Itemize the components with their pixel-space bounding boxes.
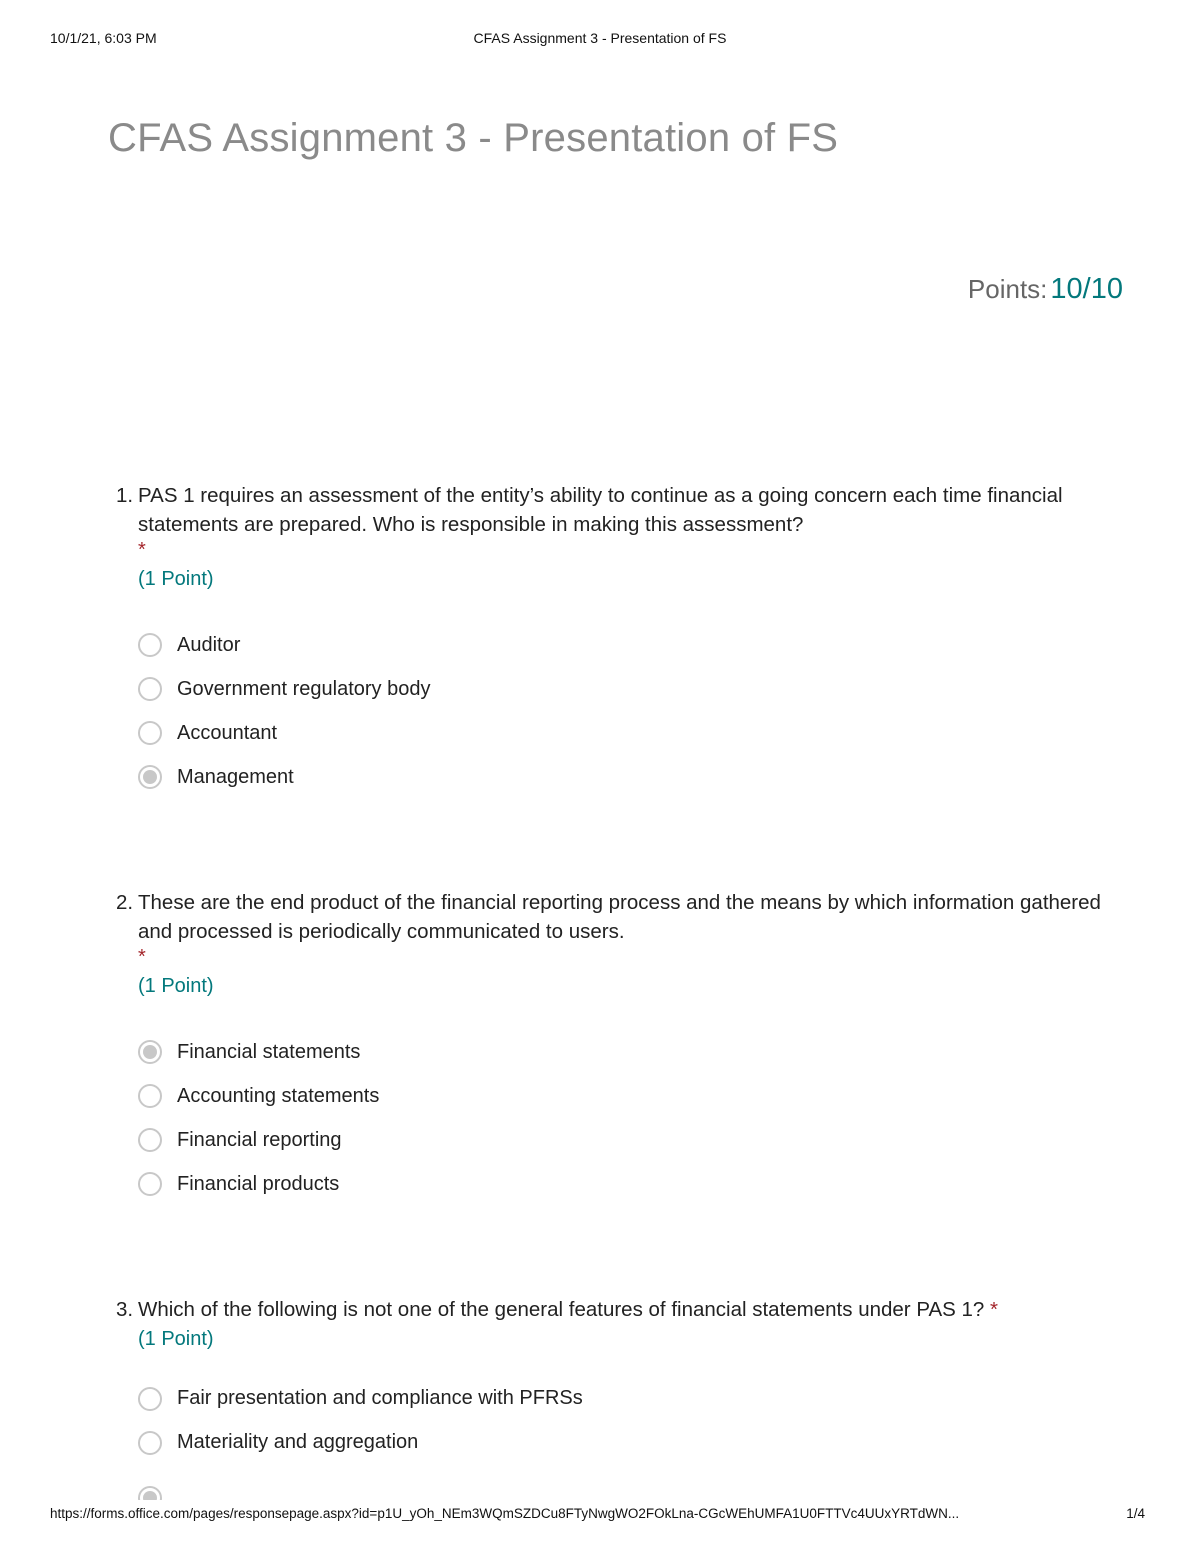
required-mark: * <box>138 539 146 561</box>
option-label: Financial reporting <box>177 1128 342 1151</box>
option-label: Materiality and aggregation <box>177 1431 419 1453</box>
radio-button-selected[interactable] <box>138 1040 162 1064</box>
answer-options <box>138 623 1106 799</box>
option-government-regulatory-body[interactable] <box>138 667 1106 711</box>
form-title: CFAS Assignment 3 - Presentation of FS <box>108 116 839 160</box>
option-label: Fair presentation and compliance with PFRSs <box>177 1387 583 1409</box>
option-label: Government regulatory body <box>177 677 431 700</box>
question-text <box>116 482 1106 539</box>
question-prompt: These are the end product of the financial reporting process and the means by which information gathered and processed is periodically communicated to users. <box>138 891 1101 943</box>
option-financial-reporting[interactable] <box>138 1118 1106 1162</box>
required-mark: * <box>990 1298 999 1321</box>
radio-button[interactable] <box>138 1431 162 1455</box>
question-points: (1 Point) <box>138 568 214 590</box>
radio-button[interactable] <box>138 1387 162 1411</box>
answer-options <box>138 1030 1106 1206</box>
print-page-title: CFAS Assignment 3 - Presentation of FS <box>473 30 727 46</box>
option-financial-statements[interactable] <box>138 1030 1106 1074</box>
question-text <box>116 889 1106 946</box>
required-mark: * <box>138 946 146 968</box>
question-number: 2. <box>116 891 134 914</box>
cut-off-option <box>138 1486 166 1500</box>
option-management[interactable] <box>138 755 1106 799</box>
question-prompt: PAS 1 requires an assessment of the entity’s ability to continue as a going concern each time financial statements are prepared. Who is responsible in making this assessment? <box>138 484 1063 536</box>
option-auditor[interactable] <box>138 623 1106 667</box>
option-materiality-and-aggregation[interactable] <box>138 1421 1106 1465</box>
option-label: Accounting statements <box>177 1084 380 1107</box>
question-prompt: Which of the following is not one of the general features of financial statements under PAS 1? <box>138 1298 985 1321</box>
answer-options <box>138 1377 1106 1465</box>
option-label: Auditor <box>177 633 241 656</box>
radio-button[interactable] <box>138 677 162 701</box>
print-url: https://forms.office.com/pages/responsepage.aspx?id=p1U_yOh_NEm3WQmSZDCu8FTyNwgWO2FOkLna-CGcWEhUMFA1U0FTTVc4UUxYRTdWN... <box>50 1506 960 1521</box>
radio-button-selected[interactable] <box>138 765 162 789</box>
radio-button[interactable] <box>138 1084 162 1108</box>
question-2 <box>116 889 1106 1206</box>
option-accountant[interactable] <box>138 711 1106 755</box>
points-score: 10/10 <box>1050 273 1123 305</box>
option-accounting-statements[interactable] <box>138 1074 1106 1118</box>
radio-button[interactable] <box>138 1172 162 1196</box>
question-3 <box>116 1296 1106 1465</box>
radio-button[interactable] <box>138 633 162 657</box>
radio-button[interactable] <box>138 721 162 745</box>
radio-button[interactable] <box>138 1128 162 1152</box>
question-1 <box>116 482 1106 799</box>
points-summary <box>968 273 1123 306</box>
option-label: Financial products <box>177 1172 340 1195</box>
question-points: (1 Point) <box>138 975 214 997</box>
option-financial-products[interactable] <box>138 1162 1106 1206</box>
option-label: Management <box>177 765 294 788</box>
option-label: Accountant <box>177 721 278 744</box>
radio-button-selected[interactable] <box>138 1486 162 1500</box>
option-fair-presentation[interactable] <box>138 1377 1106 1421</box>
points-label: Points: <box>967 274 1048 304</box>
question-number: 3. <box>116 1298 134 1321</box>
question-text <box>116 1296 1106 1325</box>
option-label: Financial statements <box>177 1040 361 1063</box>
question-points: (1 Point) <box>138 1327 214 1350</box>
question-number: 1. <box>116 484 134 507</box>
page-number: 1/4 <box>1126 1506 1145 1521</box>
print-date: 10/1/21, 6:03 PM <box>50 30 157 46</box>
print-header <box>50 30 1150 50</box>
